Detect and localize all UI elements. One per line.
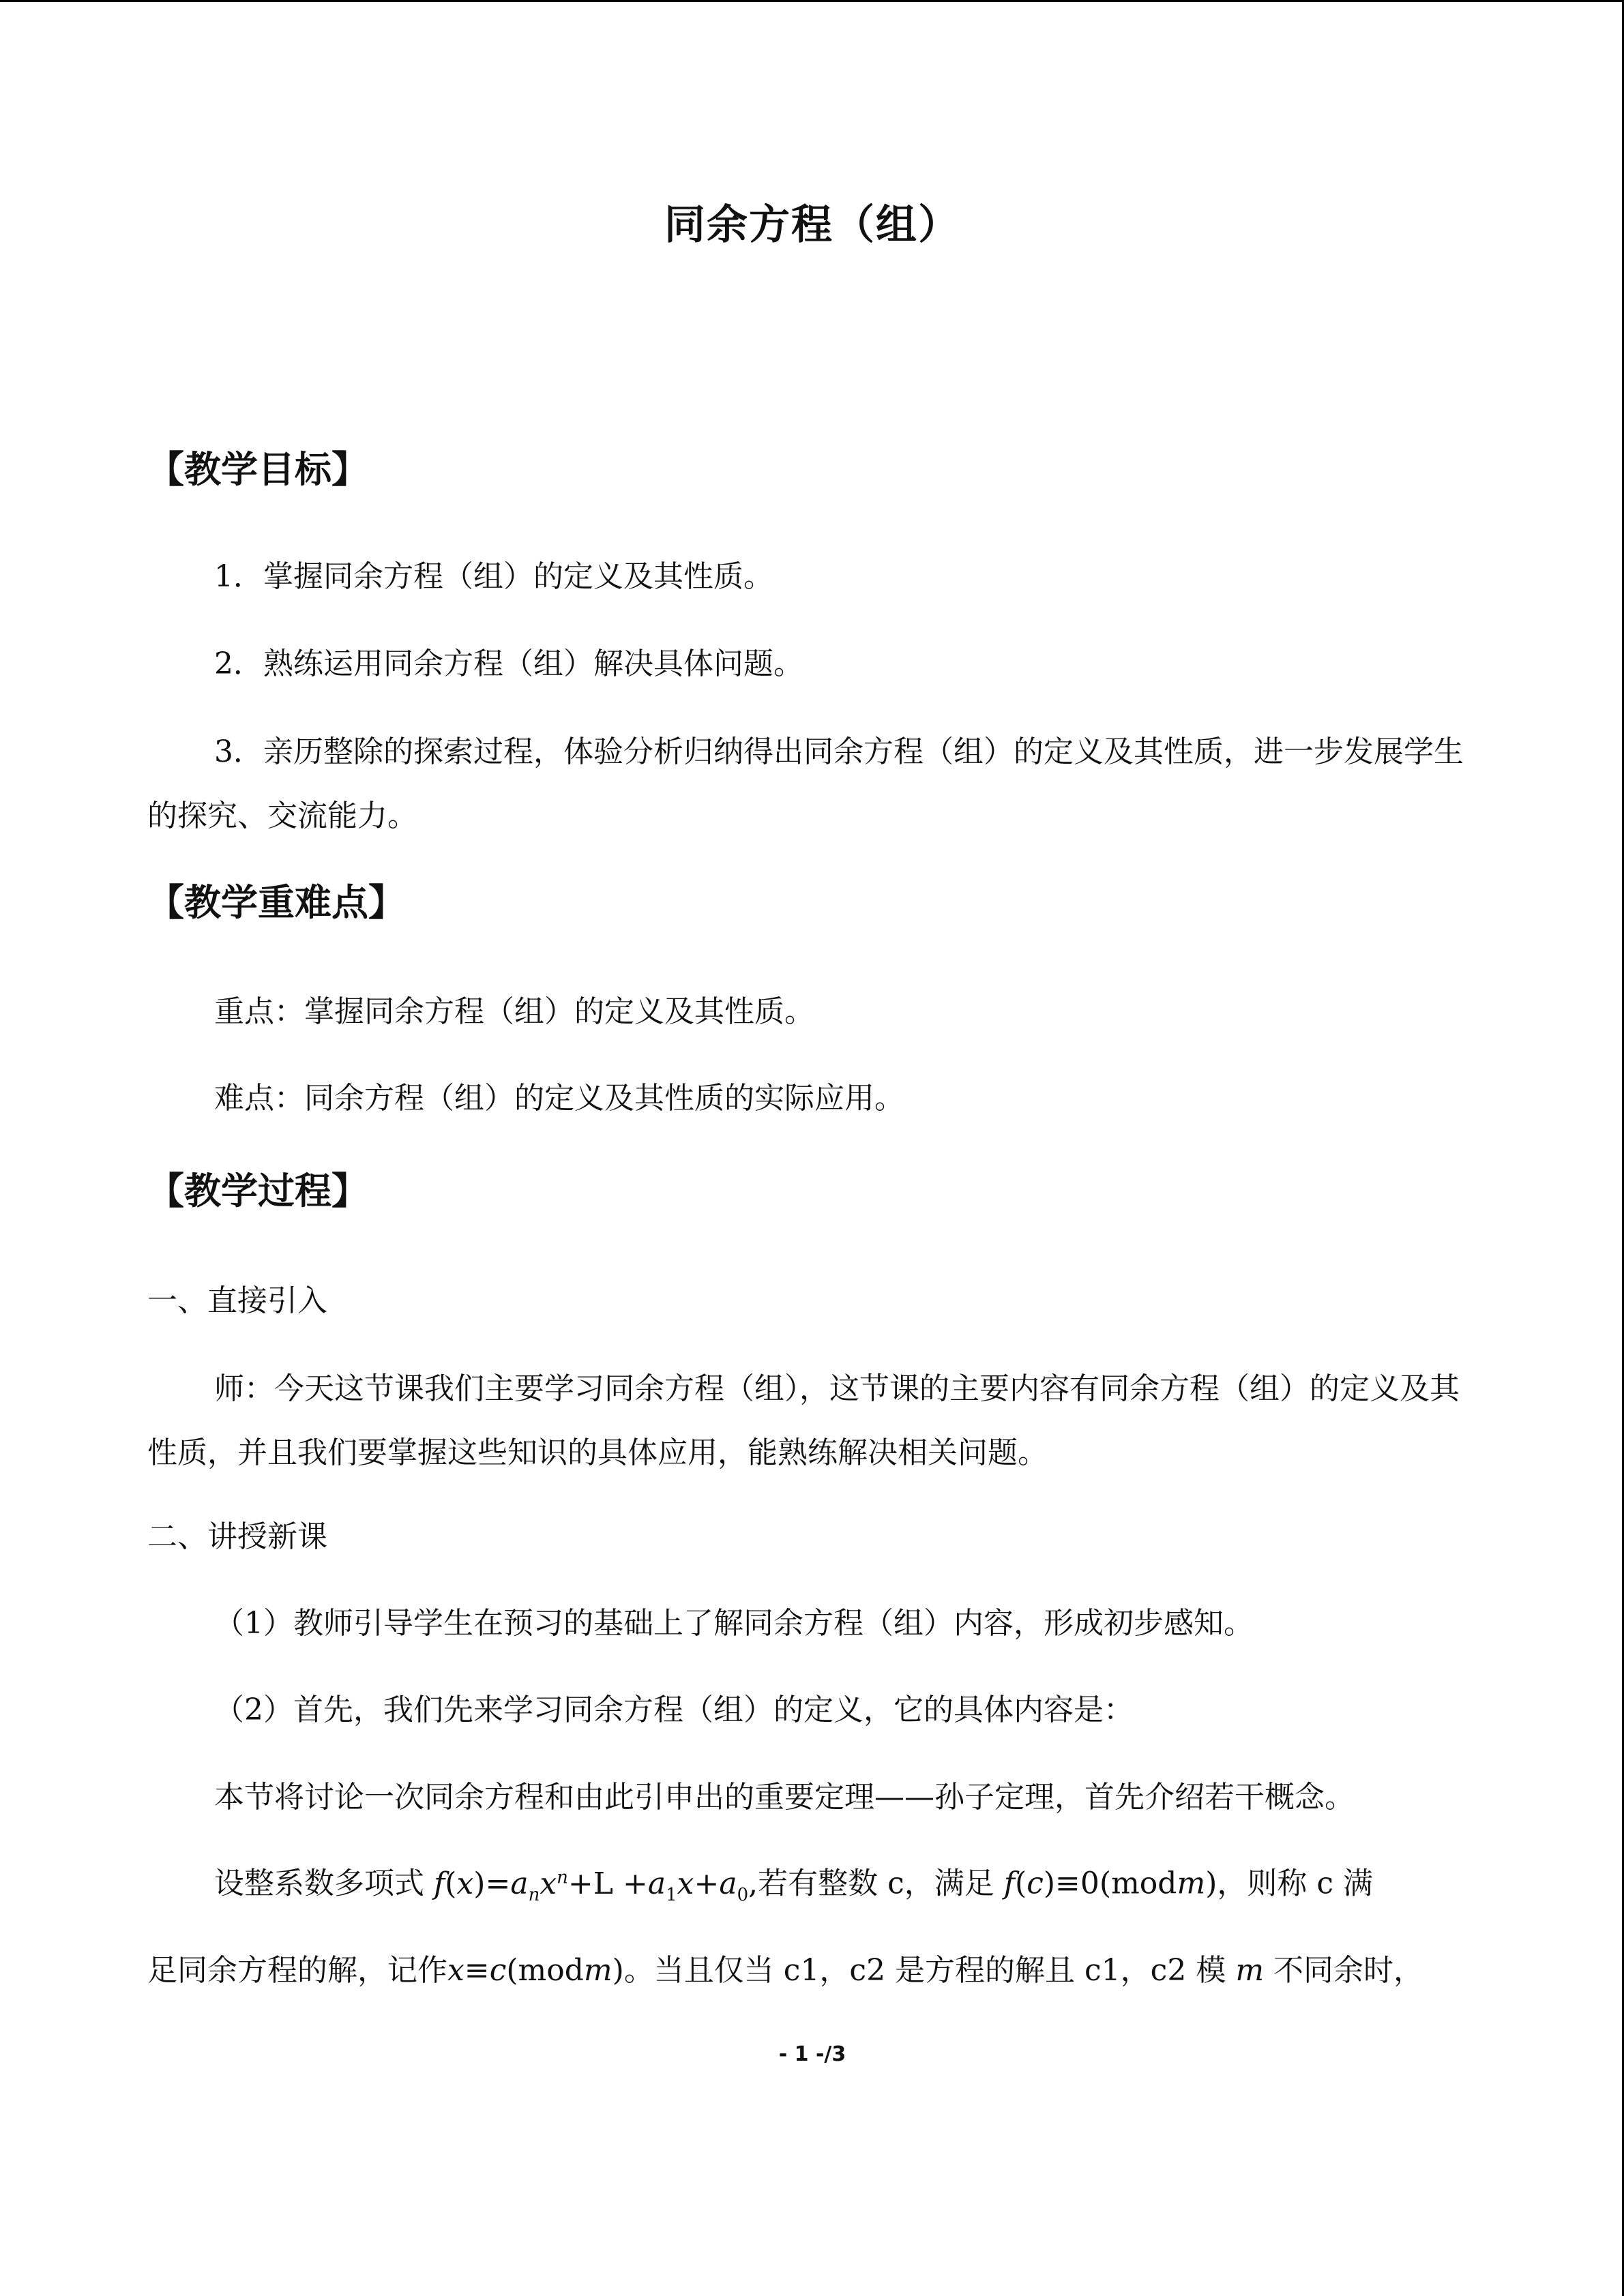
definition-prefix: 设整系数多项式 bbox=[214, 1866, 424, 1901]
solution-formula: x≡c(modm) bbox=[447, 1953, 624, 1988]
section-heading-process: 【教学过程】 bbox=[147, 1169, 368, 1212]
definition-line-2 bbox=[147, 1953, 1477, 1988]
modulus-symbol: m bbox=[1235, 1953, 1265, 1988]
intro-paragraph: 本节将讨论一次同余方程和由此引申出的重要定理——孙子定理，首先介绍若干概念。 bbox=[214, 1780, 1355, 1815]
part1-title: 一、直接引入 bbox=[147, 1283, 327, 1318]
difficulty-point: 难点：同余方程（组）的定义及其性质的实际应用。 bbox=[214, 1081, 904, 1116]
section-heading-goals: 【教学目标】 bbox=[147, 448, 368, 491]
part2-title: 二、讲授新课 bbox=[147, 1519, 327, 1554]
part1-text: 师：今天这节课我们主要学习同余方程（组），这节课的主要内容有同余方程（组）的定义及其性质，并且我们要掌握这些知识的具体应用，能熟练解决相关问题。 bbox=[147, 1371, 1460, 1470]
section-heading-key-points: 【教学重难点】 bbox=[147, 881, 405, 924]
definition-line-1 bbox=[214, 1868, 1544, 1903]
goal-item-2: 2．熟练运用同余方程（组）解决具体问题。 bbox=[214, 646, 803, 681]
congruence-formula: f(c)≡0(modm) bbox=[1003, 1866, 1217, 1901]
definition-middle: ,若有整数 c，满足 bbox=[748, 1866, 994, 1901]
definition-line2-prefix: 足同余方程的解，记作 bbox=[147, 1953, 447, 1988]
step-1: （1）教师引导学生在预习的基础上了解同余方程（组）内容，形成初步感知。 bbox=[214, 1606, 1254, 1641]
definition-line2-suffix: 。当且仅当 c1，c2 是方程的解且 c1，c2 模 bbox=[623, 1953, 1226, 1988]
key-point: 重点：掌握同余方程（组）的定义及其性质。 bbox=[214, 994, 814, 1029]
goal-item-3: 3．亲历整除的探索过程，体验分析归纳得出同余方程（组）的定义及其性质，进一步发展学生的探究、交流能力。 bbox=[147, 734, 1464, 833]
goal-item-1: 1．掌握同余方程（组）的定义及其性质。 bbox=[214, 559, 773, 594]
page-title: 同余方程（组） bbox=[664, 201, 960, 249]
step-2: （2）首先，我们先来学习同余方程（组）的定义，它的具体内容是： bbox=[214, 1693, 1134, 1727]
page-number: - 1 -/3 bbox=[778, 2042, 846, 2066]
polynomial-formula: $f(x)=a_nx^n+L +a_1x+a_0$ bbox=[434, 1866, 749, 1905]
page-top-border bbox=[0, 0, 1624, 2]
definition-line2-end: 不同余时， bbox=[1273, 1953, 1424, 1988]
definition-suffix: ，则称 c 满 bbox=[1217, 1866, 1373, 1901]
